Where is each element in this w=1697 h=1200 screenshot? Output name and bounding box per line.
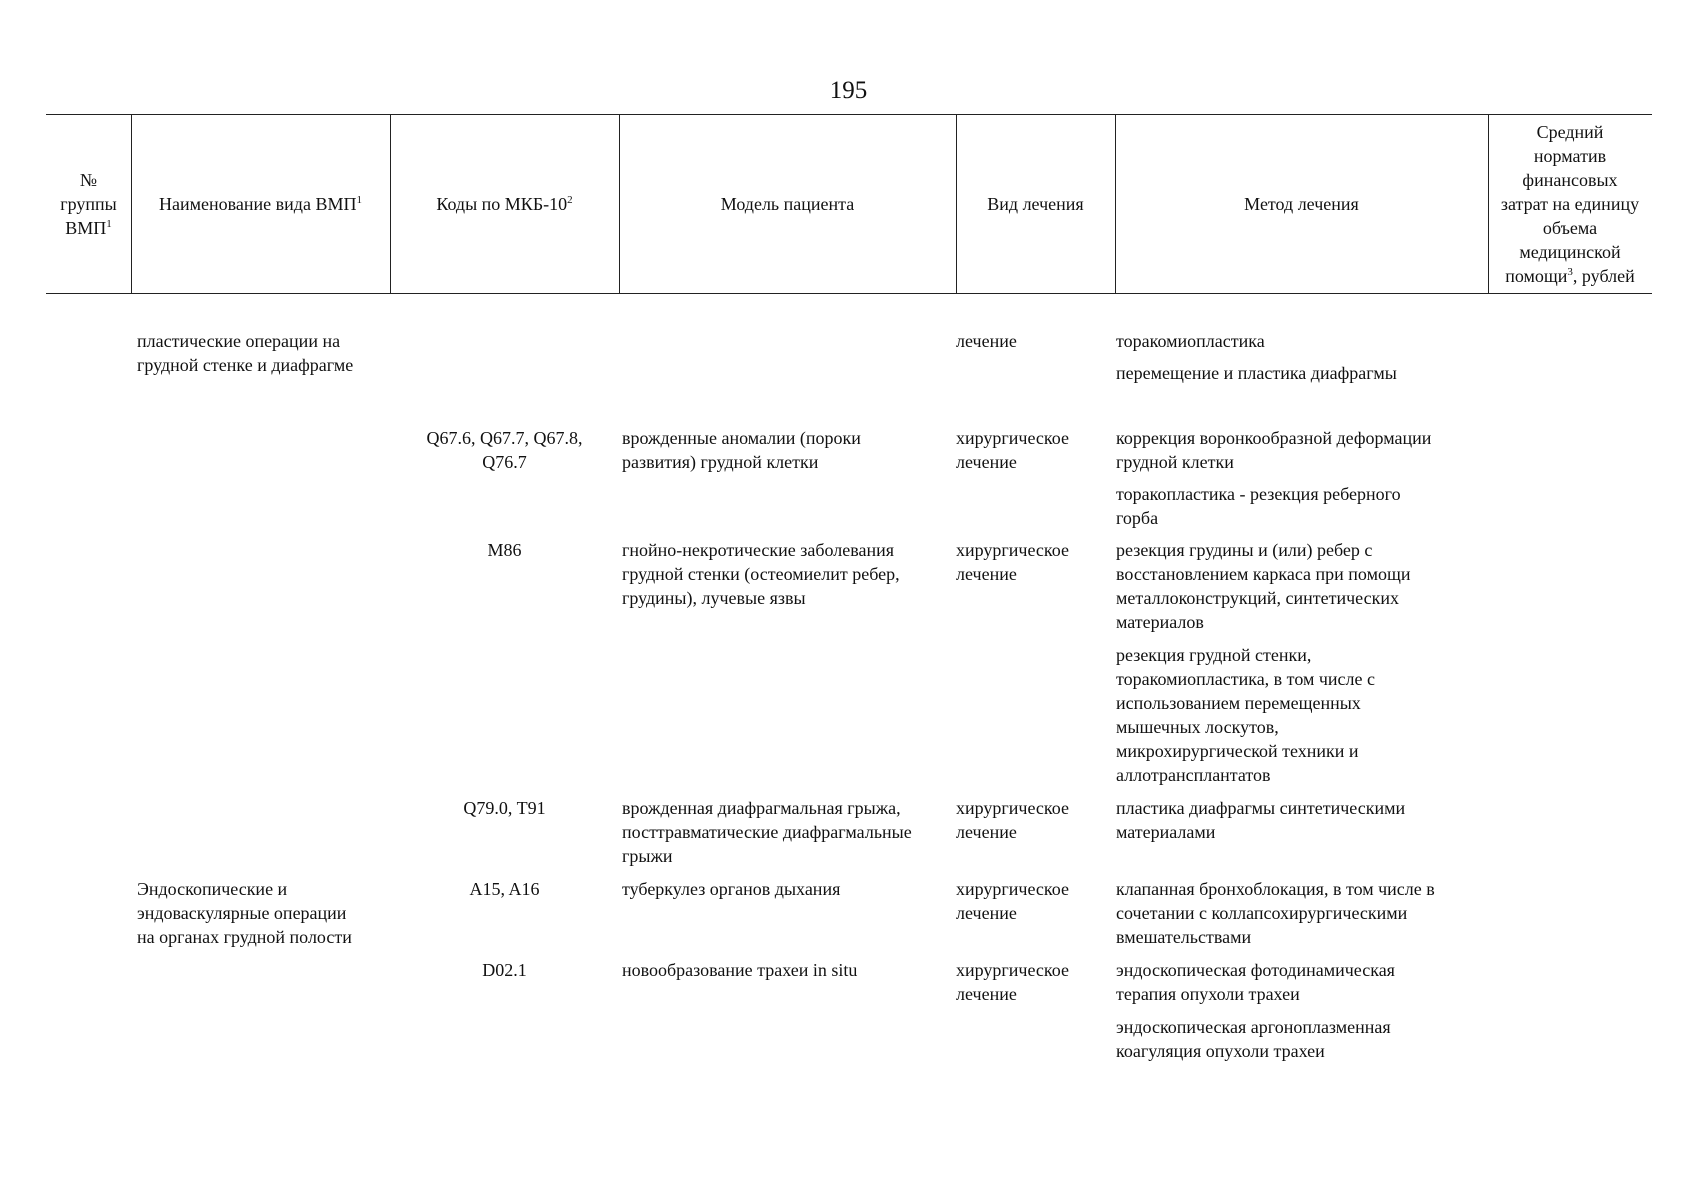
row-icd-codes: Q79.0, T91 (463, 798, 546, 818)
row-patient-model: врожденная диафрагмальная грыжа, посттравматические диафрагмальные грыжи (622, 798, 912, 866)
row-treatment-type: хирургическое лечение (956, 798, 1069, 842)
header-vmp-name: Наименование вида ВМП$^1$ (159, 194, 362, 214)
row-treatment-method: перемещение и пластика диафрагмы (1116, 363, 1397, 383)
row-treatment-method: клапанная бронхоблокация, в том числе в сочетании с коллапсохирургическими вмешательствами (1116, 879, 1435, 947)
row-treatment-method: эндоскопическая фотодинамическая терапия опухоли трахеи (1116, 960, 1395, 1004)
row-icd-codes: A15, A16 (469, 879, 540, 899)
row-treatment-type: лечение (956, 331, 1017, 351)
row-treatment-type: хирургическое лечение (956, 540, 1069, 584)
row-vmp-name: Эндоскопические и эндоваскулярные операции на органах грудной полости (137, 879, 352, 947)
header-group-no: № группы ВМП$^1$ (60, 170, 117, 238)
row-patient-model: новообразование трахеи in situ (622, 960, 858, 980)
row-icd-codes: M86 (487, 540, 522, 560)
header-avg-cost: Средний норматив финансовых затрат на единицу объема медицинской помощи$^3$, рублей (1500, 122, 1640, 286)
header-treatment-type: Вид лечения (987, 194, 1084, 214)
row-patient-model: гнойно-некротические заболевания грудной стенки (остеомиелит ребер, грудины), лучевые язвы (622, 540, 900, 608)
row-treatment-method: пластика диафрагмы синтетическими материалами (1116, 798, 1406, 842)
row-treatment-method: резекция грудной стенки, торакомиопластика, в том числе с использованием перемещенных мышечных лоскутов, микрохирургической техники и аллотрансплантатов (1116, 645, 1375, 785)
row-treatment-type: хирургическое лечение (956, 960, 1069, 1004)
header-patient-model: Модель пациента (720, 194, 855, 214)
header-icd-codes: Коды по МКБ-$10^2$ (436, 194, 573, 214)
row-treatment-method: эндоскопическая аргоноплазменная коагуляция опухоли трахеи (1116, 1017, 1391, 1061)
row-patient-model: врожденные аномалии (пороки развития) грудной клетки (622, 428, 861, 472)
row-treatment-method: торакопластика - резекция реберного горба (1116, 484, 1401, 528)
row-patient-model: туберкулез органов дыхания (622, 879, 841, 899)
row-treatment-method: коррекция воронкообразной деформации грудной клетки (1116, 428, 1432, 472)
row-treatment-type: хирургическое лечение (956, 428, 1069, 472)
row-icd-codes: Q67.6, Q67.7, Q67.8, Q76.7 (426, 428, 583, 472)
row-icd-codes: D02.1 (482, 960, 527, 980)
row-vmp-name: пластические операции на грудной стенке и диафрагме (137, 331, 354, 375)
row-treatment-type: хирургическое лечение (956, 879, 1069, 923)
row-treatment-method: резекция грудины и (или) ребер с восстановлением каркаса при помощи металлоконструкций, синтетических материалов (1116, 540, 1411, 632)
header-treatment-method: Метод лечения (1244, 194, 1359, 214)
page-number: 195 (829, 77, 868, 104)
row-treatment-method: торакомиопластика (1116, 331, 1265, 351)
